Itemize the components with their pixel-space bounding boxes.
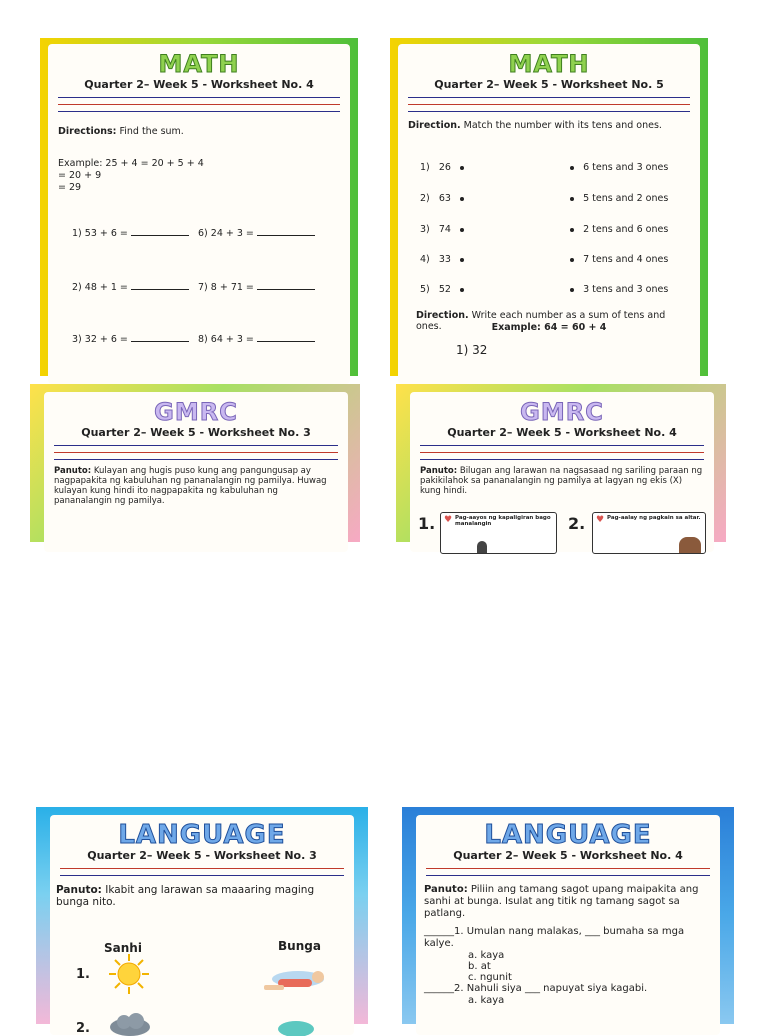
- direction-1: Direction. Match the number with its tens and ones.: [408, 120, 662, 131]
- header-rules: [54, 445, 338, 460]
- match-right: 5 tens and 2 ones: [570, 193, 668, 204]
- worksheet-page: [50, 815, 354, 1035]
- question-2: ______2. Nahuli siya ___ napuyat siya kagabi.: [424, 983, 648, 994]
- subject-title: MATH: [158, 50, 240, 78]
- picture-box: [592, 512, 706, 554]
- worksheet-page: [44, 392, 348, 552]
- cloud-icon: [108, 1013, 152, 1035]
- worksheet-page: [398, 44, 700, 384]
- match-right: 3 tens and 3 ones: [570, 284, 668, 295]
- match-left: 5) 52: [420, 284, 464, 295]
- worksheet-number: Quarter 2– Week 5 - Worksheet No. 4: [453, 849, 683, 862]
- example-block: [58, 158, 340, 194]
- panuto: Panuto: Ikabit ang larawan sa maaaring maging bunga nito.: [56, 884, 315, 908]
- picture-box: [440, 512, 557, 554]
- column-header-sanhi: Sanhi: [104, 941, 142, 955]
- subject-title: GMRC: [520, 398, 604, 426]
- match-left: 2) 63: [420, 193, 464, 204]
- sleeping-child-icon: [260, 965, 330, 999]
- example-line: = 29: [58, 182, 82, 193]
- water-icon: [276, 1017, 316, 1035]
- heart-icon: ♥: [596, 515, 605, 525]
- person-figure: [679, 537, 701, 553]
- worksheet-number: Quarter 2– Week 5 - Worksheet No. 4: [447, 426, 677, 439]
- panuto: Panuto: Piliin ang tamang sagot upang maipakita ang sanhi at bunga. Isulat ang titik ng tamang sagot sa patlang.: [424, 884, 699, 919]
- match-right: 6 tens and 3 ones: [570, 162, 668, 173]
- header-rules: [420, 445, 704, 460]
- match-left: 4) 33: [420, 254, 464, 265]
- problem-item: 3) 32 + 6 =: [72, 332, 189, 345]
- language-worksheet-3-card: [36, 807, 368, 1036]
- match-right: 2 tens and 6 ones: [570, 224, 668, 235]
- choice: c. ngunit: [468, 972, 512, 983]
- worksheet-number: Quarter 2– Week 5 - Worksheet No. 3: [81, 426, 311, 439]
- problem-item: 7) 8 + 71 =: [198, 280, 315, 293]
- worksheet-number: Quarter 2– Week 5 - Worksheet No. 3: [87, 849, 317, 862]
- math-worksheet-5-card: [390, 38, 708, 376]
- panuto: Panuto: Bilugan ang larawan na nagsasaad ng sariling paraan ng pakikilahok sa pananalangin ng pamilya at lagyan ng ekis (X) kung hindi.: [420, 466, 703, 496]
- example-line: Example: 25 + 4 = 20 + 5 + 4: [58, 158, 204, 169]
- person-figure: [477, 541, 487, 553]
- item-number: 1.: [76, 967, 90, 982]
- question-1-choices: [468, 950, 710, 983]
- problem-item: 2) 48 + 1 =: [72, 280, 189, 293]
- match-left: 1) 26: [420, 162, 464, 173]
- example-line: Example: 64 = 60 + 4: [491, 322, 607, 333]
- language-worksheet-4-card: [402, 807, 734, 1024]
- caption: Pag-aayos ng kapaligiran bago manalangin: [455, 515, 551, 527]
- choice: a. kaya: [468, 950, 505, 961]
- match-left: 3) 74: [420, 224, 464, 235]
- gmrc-worksheet-3-card: [30, 384, 360, 542]
- choice: b. at: [468, 961, 491, 972]
- item-number: 2.: [568, 514, 586, 533]
- subject-title: LANGUAGE: [484, 820, 652, 850]
- subject-title: LANGUAGE: [118, 820, 286, 850]
- worksheet-page: [48, 44, 350, 384]
- choice: a. kaya: [468, 995, 505, 1006]
- match-right: 7 tens and 4 ones: [570, 254, 668, 265]
- problem-item: 1) 53 + 6 =: [72, 226, 189, 239]
- item-number: 2.: [76, 1021, 90, 1036]
- header-rules: [408, 97, 690, 112]
- panuto: Panuto: Kulayan ang hugis puso kung ang pangungusap ay nagpapakita ng kabuluhan ng pananalangin ng pamilya. Huwag kulayan kung hindi ito nagpapakita ng kabuluhan ng pananalangin ng pamilya.: [54, 466, 327, 506]
- directions-text: Find the sum.: [116, 126, 184, 137]
- worksheet-number: Quarter 2– Week 5 - Worksheet No. 4: [84, 78, 314, 91]
- header-rules: [58, 97, 340, 112]
- caption: Pag-aalay ng pagkain sa altar.: [607, 515, 701, 521]
- gmrc-worksheet-4-card: [396, 384, 726, 542]
- math-worksheet-4-card: [40, 38, 358, 376]
- question-1: ______1. Umulan nang malakas, ___ bumaha sa mga kalye.: [424, 926, 685, 949]
- worksheet-page: [416, 815, 720, 1035]
- problem-item: 8) 64 + 3 =: [198, 332, 315, 345]
- directions-label: Directions:: [58, 126, 117, 137]
- header-rules: [60, 868, 344, 876]
- subject-title: GMRC: [154, 398, 238, 426]
- direction-2: Direction. Write each number as a sum of tens and ones.: [416, 310, 666, 332]
- sun-icon: [108, 953, 150, 995]
- subject-title: MATH: [508, 50, 590, 78]
- item-number: 1.: [418, 514, 436, 533]
- example-line: = 20 + 9: [58, 170, 102, 181]
- header-rules: [426, 868, 710, 876]
- heart-icon: ♥: [444, 515, 453, 525]
- worksheet-page: [410, 392, 714, 552]
- column-header-bunga: Bunga: [278, 939, 321, 953]
- item-line: 1) 32: [456, 343, 488, 357]
- worksheet-number: Quarter 2– Week 5 - Worksheet No. 5: [434, 78, 664, 91]
- directions: [58, 126, 340, 138]
- problem-item: 6) 24 + 3 =: [198, 226, 315, 239]
